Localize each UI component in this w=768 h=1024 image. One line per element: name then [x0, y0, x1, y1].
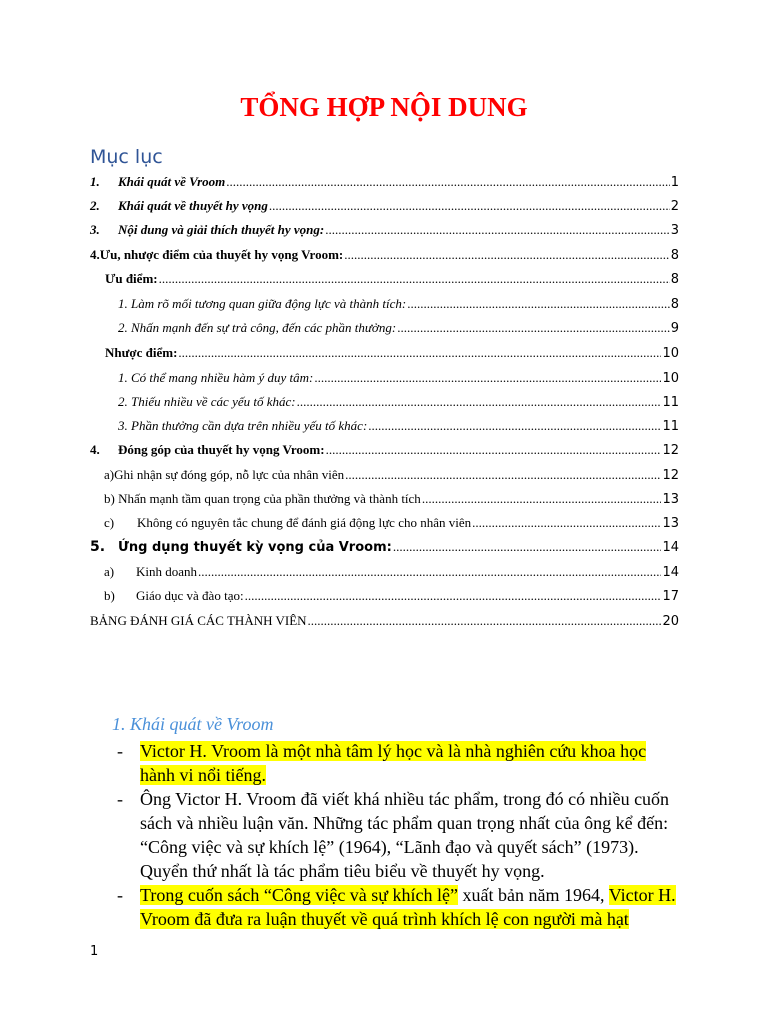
- toc-entry[interactable]: [118, 296, 679, 313]
- toc-entry[interactable]: [90, 222, 679, 239]
- toc-leader: [308, 613, 662, 629]
- bullet-dash: -: [117, 885, 123, 905]
- toc-entry-number: b): [104, 588, 115, 603]
- toc-entry-text: a)Ghi nhận sự đóng góp, nỗ lực của nhân viên: [104, 467, 345, 482]
- toc-entry[interactable]: [104, 588, 679, 605]
- toc-entry-number: c): [104, 515, 115, 530]
- toc-entry-number: 4.: [90, 442, 100, 457]
- bullet-item: [117, 739, 677, 787]
- toc-leader: [159, 271, 670, 287]
- toc-entry-number: a): [104, 564, 115, 579]
- document-title: TỔNG HỢP NỘI DUNG: [240, 92, 528, 122]
- bullet-item: [117, 883, 677, 931]
- toc-entry[interactable]: [118, 370, 679, 387]
- toc-leader: [269, 198, 670, 214]
- toc-entry-page: 11: [662, 395, 679, 410]
- toc-entry-page: 14: [662, 540, 679, 555]
- toc-entry[interactable]: [90, 247, 679, 264]
- toc-entry-number: 5.: [90, 539, 106, 555]
- highlighted-text: Victor H. Vroom là một nhà tâm lý học và là nhà nghiên cứu khoa học hành vi nổi tiếng.: [140, 741, 647, 785]
- toc-entry-text: Khái quát về Vroom: [118, 174, 226, 189]
- section-heading: 1. Khái quát về Vroom: [112, 714, 274, 734]
- toc-leader: [345, 467, 661, 483]
- bullet-dash: -: [117, 789, 123, 809]
- toc-entry-page: 8: [670, 272, 679, 287]
- toc-entry-page: 8: [670, 297, 679, 312]
- toc-leader: [393, 539, 662, 555]
- toc-leader: [407, 296, 670, 312]
- toc-leader: [297, 394, 662, 410]
- toc-entry-page: 12: [662, 468, 679, 483]
- toc-entry[interactable]: [118, 394, 679, 411]
- toc-entry[interactable]: [104, 515, 679, 532]
- toc-leader: [314, 370, 661, 386]
- toc-leader: [344, 247, 669, 263]
- toc-leader: [326, 442, 662, 458]
- bullet-text: [140, 883, 677, 931]
- toc-entry-page: 11: [662, 419, 679, 434]
- toc-entry-text: 3. Phần thưởng cần dựa trên nhiều yếu tố khác:: [118, 418, 368, 433]
- toc-entry[interactable]: [90, 442, 679, 459]
- toc-entry-number: 2.: [90, 198, 100, 213]
- bullet-item: [117, 787, 677, 883]
- toc-entry[interactable]: [90, 198, 679, 215]
- toc-entry-text: Ứng dụng thuyết kỳ vọng của Vroom:: [118, 540, 392, 555]
- toc-entry-text: 2. Nhấn mạnh đến sự trả công, đến các phần thưởng:: [118, 320, 397, 335]
- toc-heading: Mục lục: [90, 146, 163, 168]
- toc-entry-text: Khái quát về thuyết hy vọng: [118, 198, 268, 213]
- toc-entry-page: 14: [662, 565, 679, 580]
- toc-entry-text: Giáo dục và đào tạo:: [136, 588, 244, 603]
- toc-entry[interactable]: [104, 467, 679, 484]
- toc-entry[interactable]: [105, 271, 679, 288]
- bullet-text: [140, 739, 677, 787]
- toc-entry[interactable]: [90, 174, 679, 191]
- toc-leader: [198, 564, 661, 580]
- toc-entry-page: 20: [662, 614, 679, 629]
- highlighted-text: Trong cuốn sách “Công việc và sự khích lệ”: [140, 885, 459, 905]
- toc-entry-page: 8: [670, 248, 679, 263]
- toc-entry-page: 3: [670, 223, 679, 238]
- toc-entry-text: Đóng góp của thuyết hy vọng Vroom:: [118, 442, 325, 457]
- toc-entry-text: 4.Ưu, nhược điểm của thuyết hy vọng Vroom:: [90, 247, 344, 262]
- highlighted-text: Victor H. Vroom đã đưa ra luận thuyết về quá trình khích lệ con người mà hạt: [140, 885, 676, 929]
- toc-leader: [325, 222, 670, 238]
- toc-entry-number: 3.: [90, 222, 100, 237]
- bullet-text: Ông Victor H. Vroom đã viết khá nhiều tác phẩm, trong đó có nhiều cuốn sách và nhiều luận văn. Những tác phẩm quan trọng nhất của ông kể đến: “Công việc và sự khích lệ” (1964), “Lãnh đạo và quyết sách” (1973). Quyển thứ nhất là tác phẩm tiêu biểu về thuyết hy vọng.: [140, 789, 670, 881]
- toc-entry-text: b) Nhấn mạnh tầm quan trọng của phần thưởng và thành tích: [104, 491, 421, 506]
- toc-entry[interactable]: [118, 418, 679, 435]
- toc-leader: [397, 320, 670, 336]
- toc-leader: [178, 345, 661, 361]
- toc-entry-text: Kinh doanh: [136, 564, 198, 579]
- toc-entry-number: 1.: [90, 174, 100, 189]
- bullet-dash: -: [117, 741, 123, 761]
- toc-entry-page: 2: [670, 199, 679, 214]
- toc-entry[interactable]: [105, 345, 679, 362]
- toc-entry-page: 10: [662, 346, 679, 361]
- toc-entry-page: 13: [662, 516, 679, 531]
- toc-entry-text: Ưu điểm:: [105, 271, 158, 286]
- page-number: 1: [90, 944, 99, 959]
- toc-entry-page: 13: [662, 492, 679, 507]
- toc-entry-text: BẢNG ĐÁNH GIÁ CÁC THÀNH VIÊN: [90, 613, 307, 628]
- toc-entry-page: 1: [670, 175, 679, 190]
- toc-entry[interactable]: [104, 564, 679, 581]
- toc-entry-page: 10: [662, 371, 679, 386]
- toc-leader: [422, 491, 662, 507]
- toc-entry[interactable]: [90, 613, 679, 630]
- plain-text: xuất bản năm 1964,: [458, 885, 609, 905]
- toc-entry-text: Không có nguyên tắc chung để đánh giá động lực cho nhân viên: [137, 515, 472, 530]
- toc-entry-page: 17: [662, 589, 679, 604]
- toc-entry[interactable]: [90, 539, 679, 556]
- toc-entry[interactable]: [104, 491, 679, 508]
- toc-entry-text: 1. Làm rõ mối tương quan giữa động lực và thành tích:: [118, 296, 407, 311]
- toc-leader: [368, 418, 661, 434]
- toc-entry-page: 12: [662, 443, 679, 458]
- toc-entry-text: Nội dung và giải thích thuyết hy vọng:: [118, 222, 325, 237]
- toc-leader: [245, 588, 662, 604]
- toc-leader: [472, 515, 661, 531]
- toc-leader: [226, 174, 669, 190]
- toc-entry-text: 1. Có thể mang nhiều hàm ý duy tâm:: [118, 370, 314, 385]
- toc-entry-text: 2. Thiếu nhiều về các yếu tố khác:: [118, 394, 296, 409]
- toc-entry-text: Nhược điểm:: [105, 345, 178, 360]
- toc-entry-page: 9: [670, 321, 679, 336]
- toc-entry[interactable]: [118, 320, 679, 337]
